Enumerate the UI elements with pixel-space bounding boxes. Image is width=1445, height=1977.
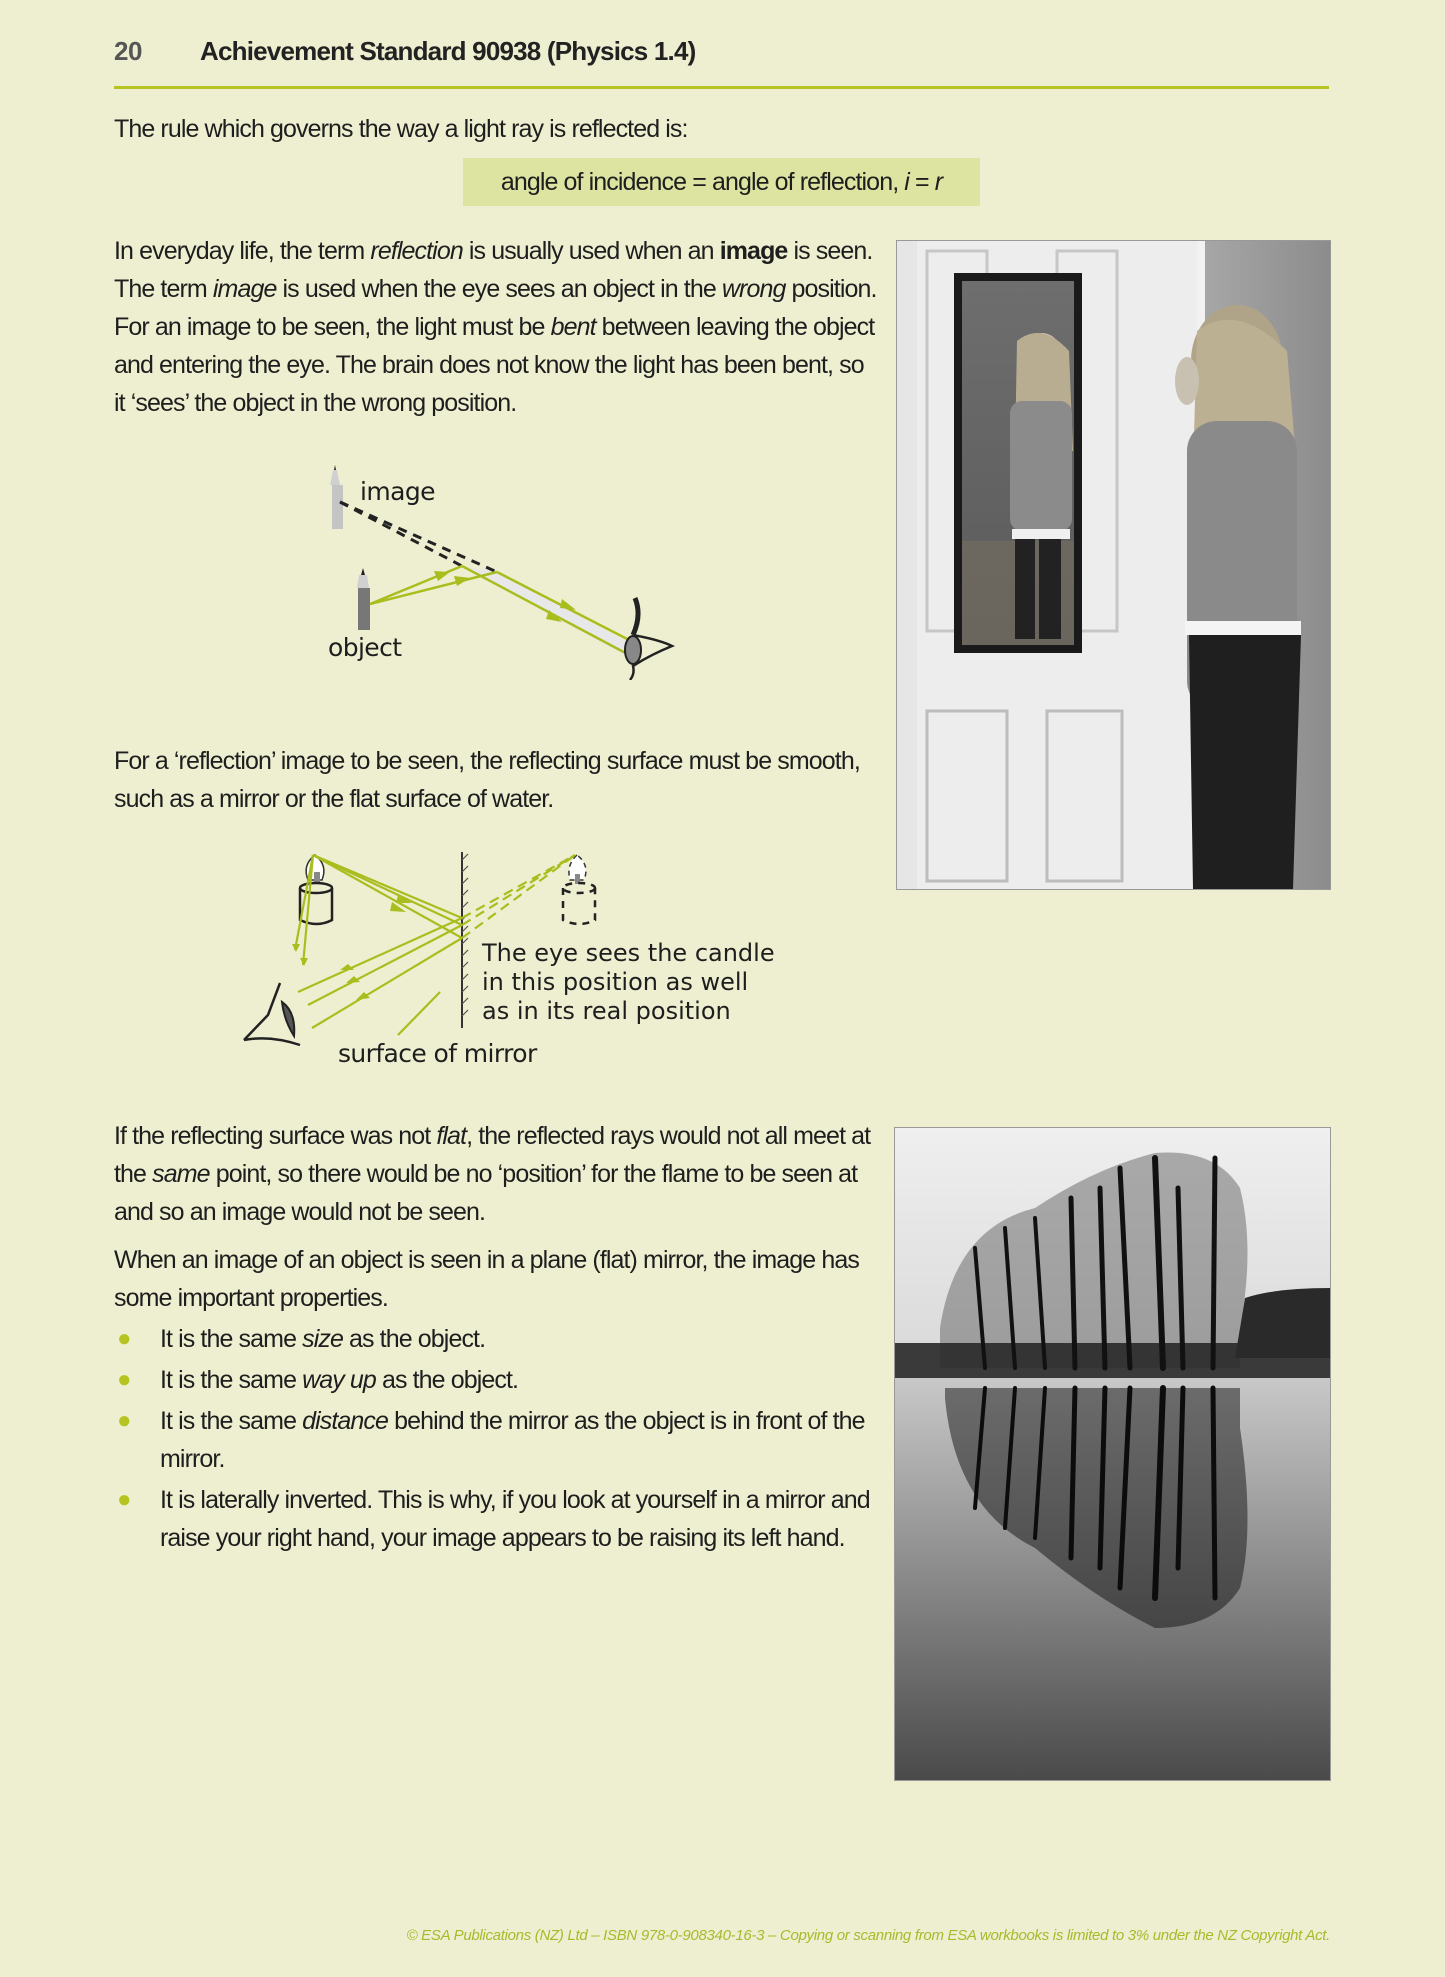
text-run: image [719, 237, 788, 265]
virtual-ray-2 [340, 502, 462, 566]
paragraph-image-definition [114, 232, 879, 422]
page-header [114, 30, 1329, 89]
copyright-footer: © ESA Publications (NZ) Ltd – ISBN 978-0-908340-16-3 – Copying or scanning from ESA workbooks is limited to 3% under the NZ Copyright Act. [406, 1927, 1330, 1944]
eye-caption-line-2: in this position as well [482, 968, 749, 996]
list-item [114, 1320, 884, 1358]
text-run: reflection [370, 237, 463, 265]
paragraph-smooth-surface: For a ‘reflection’ image to be seen, the reflecting surface must be smooth, such as a mirror or the flat surface of water. [114, 747, 860, 813]
object-pencil-icon [357, 568, 370, 630]
list-item-text [160, 1407, 865, 1473]
text-run: It is the same [160, 1325, 303, 1353]
list-item-text [160, 1486, 870, 1552]
eye-icon [625, 598, 672, 680]
text-run: as the object. [375, 1366, 519, 1394]
paragraph-plane-mirror-properties: When an image of an object is seen in a plane (flat) mirror, the image has some important properties. [114, 1246, 859, 1312]
image-label: image [360, 477, 435, 506]
reflected-rays [298, 918, 462, 1035]
rule-formula-i: i [904, 168, 909, 196]
diagram-plane-mirror-candle [230, 840, 790, 1090]
text-run: bent [550, 313, 596, 341]
bullet-icon: ● [117, 1366, 131, 1393]
mirror-icon [462, 852, 468, 1028]
virtual-candle-icon [563, 855, 595, 924]
text-run: distance [302, 1407, 389, 1435]
mirror-photo-illustration [897, 241, 1330, 889]
text-run: It is the same [160, 1366, 303, 1394]
eye-icon-2 [244, 983, 300, 1045]
rule-intro-text: The rule which governs the way a light ray is reflected is: [114, 115, 688, 143]
rule-formula-eq: = [908, 168, 935, 196]
text-run: size [302, 1325, 343, 1353]
text-run: as the object. [342, 1325, 486, 1353]
text-run: same [152, 1160, 210, 1188]
text-run: wrong [721, 275, 786, 303]
bullet-icon: ● [117, 1325, 131, 1352]
text-run: is seen. The term [114, 237, 873, 303]
rule-formula-box [463, 158, 980, 206]
bullet-icon: ● [117, 1407, 131, 1434]
text-run: In everyday life, the term [114, 237, 371, 265]
text-run: image [212, 275, 277, 303]
text-run: is usually used when an [462, 237, 720, 265]
text-run: between leaving the object and entering the eye. The brain does not know the light has been bent, so it ‘sees’ the object in the wrong position. [114, 313, 875, 417]
eye-caption-line-1: The eye sees the candle [482, 939, 775, 967]
list-item [114, 1402, 884, 1478]
text-run: way up [302, 1366, 376, 1394]
properties-list [114, 1320, 884, 1560]
text-run: position. For an image to be seen, the light must be [114, 275, 877, 341]
text-run: is used when the eye sees an object in the [276, 275, 722, 303]
text-run: If the reflecting surface was not [114, 1122, 437, 1150]
header-title: Achievement Standard 90938 (Physics 1.4) [200, 36, 696, 66]
photo-girl-at-mirror [896, 240, 1331, 890]
list-item-text [160, 1366, 518, 1394]
text-run: behind the mirror as the object is in front of the mirror. [160, 1407, 865, 1473]
text-run: , the reflected rays would not all meet at the [114, 1122, 871, 1188]
virtual-ray-1 [340, 502, 497, 572]
text-run: It is the same [160, 1407, 303, 1435]
object-label: object [328, 633, 402, 662]
rule-formula-r: r [934, 168, 943, 196]
diagram-image-formation [300, 450, 700, 680]
list-item [114, 1481, 884, 1557]
mirror-surface-label: surface of mirror [338, 1039, 537, 1068]
eye-caption-line-3: as in its real position [482, 997, 731, 1025]
text-run: It is laterally inverted. This is why, if you look at yourself in a mirror and raise your right hand, your image appears to be raising its left hand. [160, 1486, 870, 1552]
trees-photo-illustration [895, 1128, 1330, 1780]
rule-formula-prefix: angle of incidence = angle of reflection, [500, 168, 905, 196]
photo-trees-reflection [894, 1127, 1331, 1781]
paragraph-non-flat-surface [114, 1117, 879, 1231]
page-number: 20 [114, 36, 142, 66]
image-pencil-icon [330, 465, 343, 529]
virtual-rays [462, 855, 575, 938]
candle-icon [300, 855, 332, 924]
list-item-text [160, 1325, 485, 1353]
bullet-icon: ● [117, 1486, 131, 1513]
list-item [114, 1361, 884, 1399]
text-run: flat [436, 1122, 467, 1150]
text-run: point, so there would be no ‘position’ for the flame to be seen at and so an image would not be seen. [114, 1160, 858, 1226]
